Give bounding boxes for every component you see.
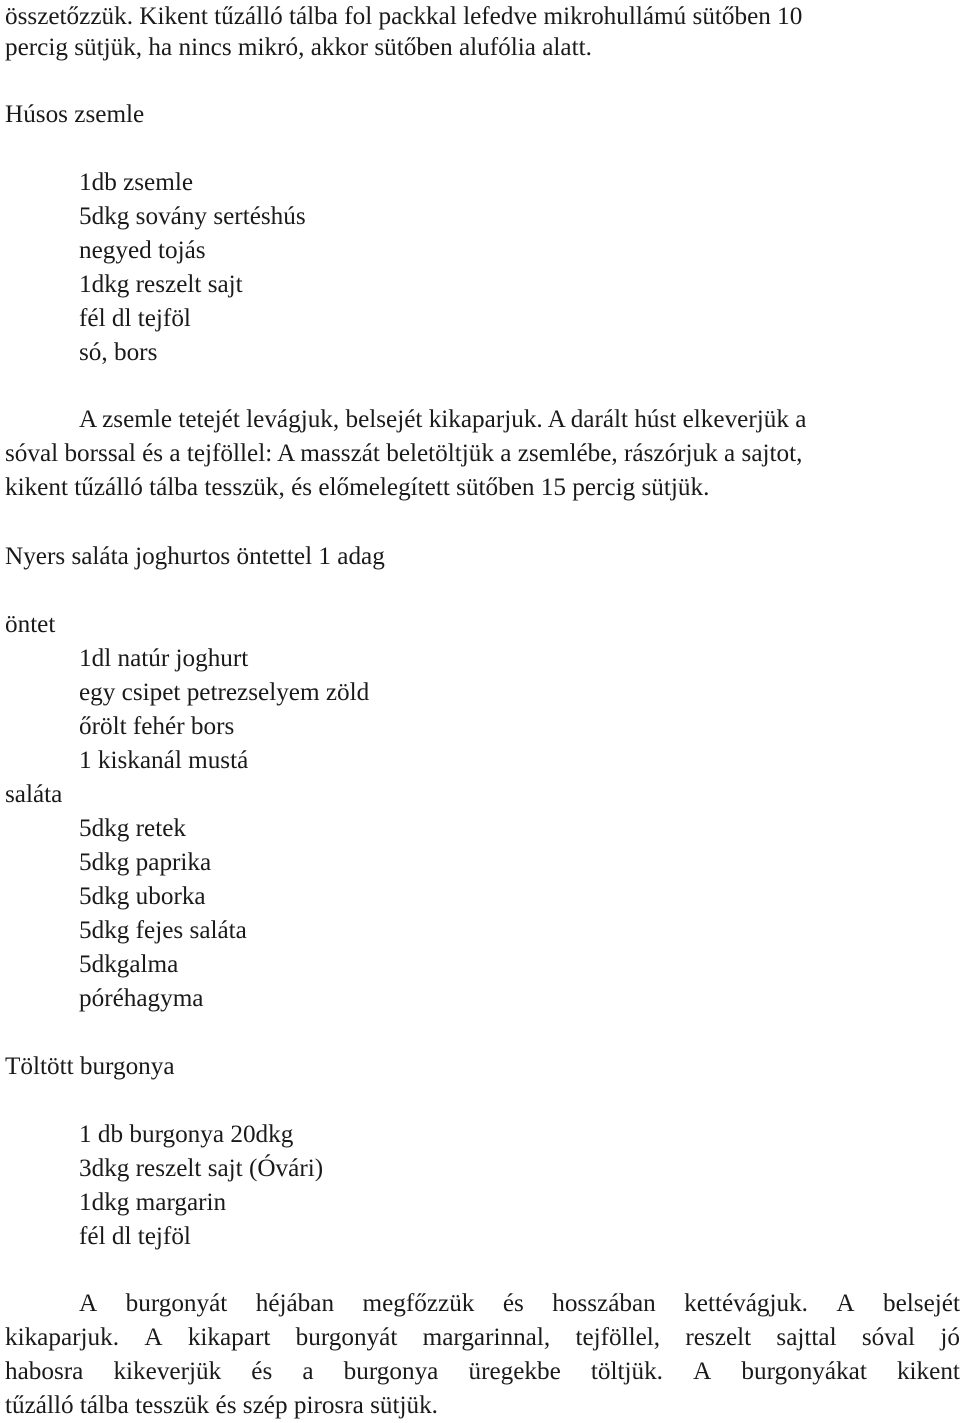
word: és <box>502 1290 524 1317</box>
word: margarinnal, <box>422 1324 551 1351</box>
word: burgonyákat <box>741 1358 867 1385</box>
word: kikent <box>896 1358 960 1385</box>
salata-item: 5dkgalma <box>79 951 179 978</box>
ingredient-item: 3dkg reszelt sajt (Óvári) <box>79 1155 324 1182</box>
salata-item: 5dkg fejes saláta <box>79 917 247 944</box>
method-line-2: sóval borssal és a tejföllel: A masszát beletöltjük a zsemlébe, rászórjuk a sajtot, <box>5 440 803 467</box>
word: A <box>836 1290 855 1317</box>
word: kikaparjuk. <box>5 1324 120 1351</box>
word: A <box>144 1324 163 1351</box>
ingredient-item: 1 db burgonya 20dkg <box>79 1121 294 1148</box>
ontet-item: őrölt fehér bors <box>79 713 235 740</box>
word: jó <box>940 1324 960 1351</box>
salata-item: 5dkg uborka <box>79 883 206 910</box>
word: kettévágjuk. <box>684 1290 808 1317</box>
ingredient-item: só, bors <box>79 339 158 366</box>
recipe-title-husos-zsemle: Húsos zsemle <box>5 101 145 128</box>
method-line-3: kikent tűzálló tálba tesszük, és előmelegített sütőben 15 percig sütjük. <box>5 474 710 501</box>
ingredient-item: negyed tojás <box>79 237 206 264</box>
intro-line-1: összetőzzük. Kikent tűzálló tálba fol packkal lefedve mikrohullámú sütőben 10 <box>5 3 803 30</box>
method-line-3 <box>5 1355 960 1389</box>
ontet-item: 1 kiskanál mustá <box>79 747 249 774</box>
word: és <box>251 1358 273 1385</box>
word: tejföllel, <box>575 1324 661 1351</box>
word: üregekbe <box>468 1358 561 1385</box>
method-line-1: A zsemle tetejét levágjuk, belsejét kikaparjuk. A darált húst elkeverjük a <box>79 406 807 433</box>
recipe-title-toltott-burgonya: Töltött burgonya <box>5 1053 175 1080</box>
word: A <box>79 1290 98 1317</box>
word: kikapart <box>187 1324 271 1351</box>
recipe-title-nyers-salata: Nyers saláta joghurtos öntettel 1 adag <box>5 543 385 570</box>
ingredient-item: 1dkg margarin <box>79 1189 227 1216</box>
method-line-1 <box>79 1287 960 1321</box>
ingredient-item: 1db zsemle <box>79 169 194 196</box>
word: sajttal <box>776 1324 837 1351</box>
word: a <box>302 1358 314 1385</box>
word: A <box>693 1358 712 1385</box>
word: kikeverjük <box>113 1358 222 1385</box>
ingredient-item: 5dkg sovány sertéshús <box>79 203 306 230</box>
ingredient-item: 1dkg reszelt sajt <box>79 271 243 298</box>
word: hosszában <box>552 1290 656 1317</box>
method-line-4: tűzálló tálba tesszük és szép pirosra sütjük. <box>5 1392 438 1419</box>
word: burgonya <box>343 1358 439 1385</box>
ontet-item: egy csipet petrezselyem zöld <box>79 679 370 706</box>
word: sóval <box>861 1324 916 1351</box>
word: burgonyát <box>125 1290 228 1317</box>
word: reszelt <box>685 1324 752 1351</box>
ingredient-item: fél dl tejföl <box>79 305 191 332</box>
salata-item: póréhagyma <box>79 985 204 1012</box>
word: burgonyát <box>295 1324 398 1351</box>
intro-line-2: percig sütjük, ha nincs mikró, akkor sütőben alufólia alatt. <box>5 34 592 61</box>
word: megfőzzük <box>362 1290 475 1317</box>
section-label-salata: saláta <box>5 781 63 808</box>
word: héjában <box>255 1290 335 1317</box>
word: belsejét <box>883 1290 960 1317</box>
salata-item: 5dkg paprika <box>79 849 212 876</box>
ontet-item: 1dl natúr joghurt <box>79 645 249 672</box>
ingredient-item: fél dl tejföl <box>79 1223 191 1250</box>
section-label-ontet: öntet <box>5 611 56 638</box>
word: habosra <box>5 1358 84 1385</box>
word: töltjük. <box>590 1358 663 1385</box>
salata-item: 5dkg retek <box>79 815 187 842</box>
method-line-2 <box>5 1321 960 1355</box>
